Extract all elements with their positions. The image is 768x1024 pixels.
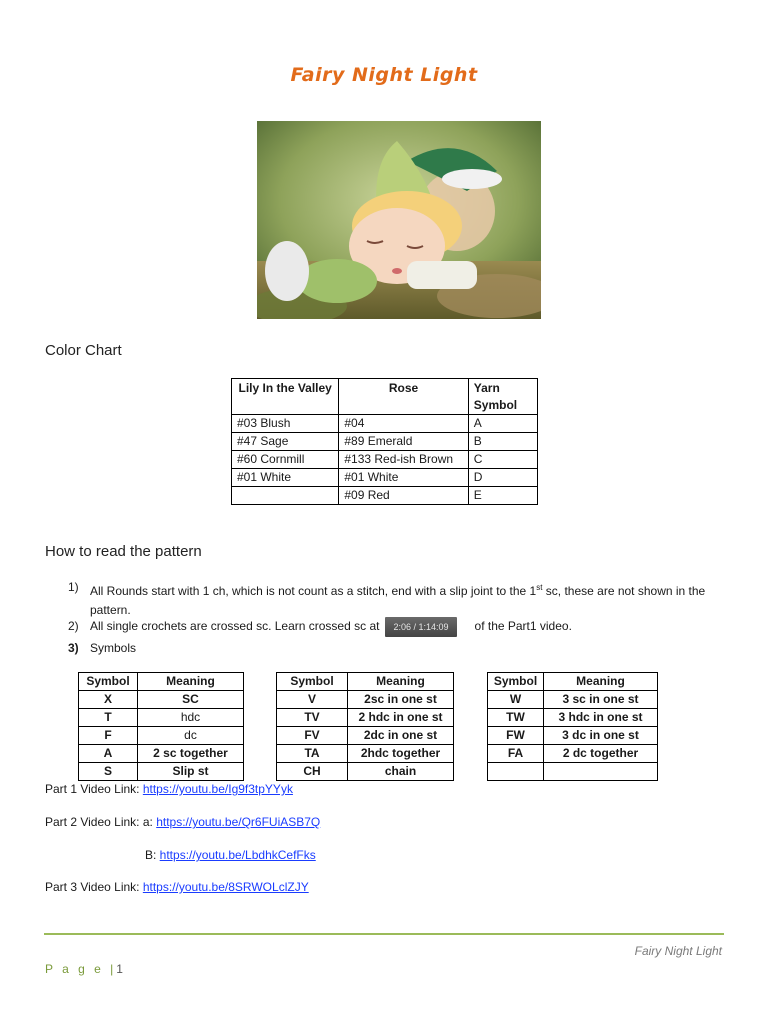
table-cell: #09 Red [339, 487, 468, 505]
link-label: Part 1 Video Link: [45, 782, 143, 796]
part3-video-link[interactable]: https://youtu.be/8SRWOLclZJY [142, 880, 309, 894]
table-cell: #47 Sage [232, 433, 339, 451]
table-header-row [232, 379, 538, 415]
table-row [488, 709, 658, 727]
meaning-cell: Slip st [138, 763, 244, 781]
header-meaning: Meaning [138, 673, 244, 691]
list-text [90, 578, 730, 620]
table-row [277, 745, 454, 763]
meaning-cell: 2sc in one st [348, 691, 454, 709]
symbol-cell: TV [277, 709, 348, 727]
meaning-cell: 2dc in one st [348, 727, 454, 745]
table-row [488, 691, 658, 709]
symbol-cell: FV [277, 727, 348, 745]
footer-page-number [45, 962, 123, 976]
meaning-cell: chain [348, 763, 454, 781]
table-row [232, 433, 538, 451]
table-row [277, 709, 454, 727]
meaning-cell: 3 dc in one st [544, 727, 658, 745]
list-item-1 [64, 578, 734, 618]
doll-photo [257, 121, 541, 319]
table-row [79, 727, 244, 745]
part2a-link-line [45, 815, 320, 829]
list-number: 3) [68, 641, 79, 655]
table-cell: D [468, 469, 537, 487]
header-meaning: Meaning [544, 673, 658, 691]
part3-link-line [45, 880, 309, 894]
meaning-cell: 2 sc together [138, 745, 244, 763]
table-row [488, 763, 658, 781]
meaning-cell [544, 763, 658, 781]
table-row [488, 745, 658, 763]
header-rose: Rose [339, 379, 468, 415]
table-cell: A [468, 415, 537, 433]
meaning-cell: 2 hdc in one st [348, 709, 454, 727]
symbol-table-2 [276, 672, 454, 781]
table-row [232, 415, 538, 433]
list-item-2 [64, 617, 734, 639]
table-cell: E [468, 487, 537, 505]
meaning-cell: hdc [138, 709, 244, 727]
list-text-part: All single crochets are crossed sc. Learn crossed sc at [90, 619, 380, 634]
table-cell: #60 Cornmill [232, 451, 339, 469]
how-to-heading: How to read the pattern [45, 543, 202, 560]
table-cell: C [468, 451, 537, 469]
table-row [79, 763, 244, 781]
list-text-part: sc, these are not shown in the pattern. [90, 584, 706, 617]
color-chart-heading: Color Chart [45, 342, 122, 359]
header-symbol: Symbol [79, 673, 138, 691]
link-label: Part 3 Video Link: [45, 880, 143, 894]
table-row [79, 691, 244, 709]
symbol-cell: X [79, 691, 138, 709]
table-header-row [277, 673, 454, 691]
header-symbol: Symbol [488, 673, 544, 691]
table-row [277, 763, 454, 781]
header-meaning: Meaning [348, 673, 454, 691]
table-cell: #01 White [339, 469, 468, 487]
table-cell: #03 Blush [232, 415, 339, 433]
table-row [488, 727, 658, 745]
meaning-cell: 3 sc in one st [544, 691, 658, 709]
header-symbol: Symbol [277, 673, 348, 691]
list-text-part: of the Part1 video. [474, 619, 572, 634]
table-row [79, 709, 244, 727]
table-cell: #133 Red-ish Brown [339, 451, 468, 469]
part1-video-link[interactable]: https://youtu.be/Ig9f3tpYYyk [142, 782, 293, 796]
part1-link-line [45, 782, 293, 796]
table-cell [232, 487, 339, 505]
link-label: B: [145, 848, 160, 862]
footer-divider [44, 933, 724, 935]
meaning-cell: 2hdc together [348, 745, 454, 763]
table-header-row [488, 673, 658, 691]
table-cell: B [468, 433, 537, 451]
symbol-cell: FA [488, 745, 544, 763]
color-chart-table [231, 378, 538, 505]
page-label: P a g e | [45, 962, 117, 976]
page-number: 1 [116, 962, 123, 976]
header-lily: Lily In the Valley [232, 379, 339, 415]
list-text: Symbols [90, 641, 137, 655]
meaning-cell: SC [138, 691, 244, 709]
video-timestamp-badge[interactable]: 2:06 / 1:14:09 [385, 617, 456, 637]
table-row [79, 745, 244, 763]
page-title: Fairy Night Light [290, 64, 478, 86]
symbol-cell: F [79, 727, 138, 745]
list-item-3 [64, 639, 734, 659]
table-row [232, 487, 538, 505]
table-row [232, 451, 538, 469]
table-cell: #89 Emerald [339, 433, 468, 451]
list-text [90, 617, 730, 637]
symbol-cell: TA [277, 745, 348, 763]
table-cell: #01 White [232, 469, 339, 487]
symbol-cell: S [79, 763, 138, 781]
part2b-video-link[interactable]: https://youtu.be/LbdhkCefFks [159, 848, 316, 862]
header-yarn-symbol: Yarn Symbol [468, 379, 537, 415]
meaning-cell: 2 dc together [544, 745, 658, 763]
table-row [277, 691, 454, 709]
list-text-part: All Rounds start with 1 ch, which is not count as a stitch, end with a slip joint to the 1 [90, 584, 537, 598]
footer-title: Fairy Night Light [634, 944, 722, 958]
table-row [277, 727, 454, 745]
part2a-video-link[interactable]: https://youtu.be/Qr6FUiASB7Q [156, 815, 321, 829]
symbol-cell: W [488, 691, 544, 709]
symbol-table-1 [78, 672, 244, 781]
part2b-link-line [145, 848, 316, 862]
superscript: st [536, 583, 543, 592]
link-label: Part 2 Video Link: a: [45, 815, 157, 829]
symbol-cell: CH [277, 763, 348, 781]
table-row [232, 469, 538, 487]
symbol-cell: T [79, 709, 138, 727]
list-number: 1) [68, 580, 79, 594]
symbol-cell: A [79, 745, 138, 763]
symbol-cell: TW [488, 709, 544, 727]
symbol-cell: V [277, 691, 348, 709]
symbol-cell [488, 763, 544, 781]
table-cell: #04 [339, 415, 468, 433]
meaning-cell: 3 hdc in one st [544, 709, 658, 727]
symbol-cell: FW [488, 727, 544, 745]
table-header-row [79, 673, 244, 691]
symbol-table-3 [487, 672, 658, 781]
list-number: 2) [68, 619, 79, 633]
meaning-cell: dc [138, 727, 244, 745]
